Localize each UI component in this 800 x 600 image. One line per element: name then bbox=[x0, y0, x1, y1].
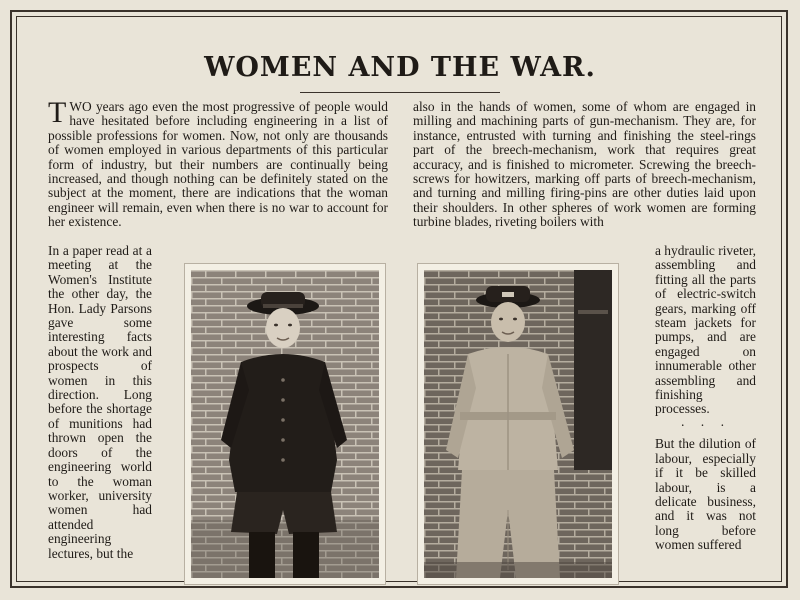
photo-woman-dark-uniform bbox=[184, 263, 386, 585]
section-dots: · · · bbox=[680, 417, 731, 433]
right-narrow-paragraph: a hydraulic riveter, assembling and fitting all the parts of electric-switch gears, marking off steam jackets for pumps, and are engaged on innumerable other assembling and finishing processes. bbox=[655, 244, 756, 417]
right-narrow-paragraph-2: But the dilution of labour, especially if it be skilled labour, is a delicate business, and it was not long before women suffered bbox=[655, 436, 756, 553]
title-rule bbox=[300, 92, 500, 93]
drop-cap: T bbox=[48, 100, 67, 129]
right-column-top bbox=[413, 100, 756, 244]
left-narrow-column bbox=[48, 244, 152, 584]
woman-overalls-image bbox=[424, 270, 612, 578]
photo-woman-overalls bbox=[417, 263, 619, 585]
left-narrow-paragraph: In a paper read at a meeting at the Women's Institute the other day, the Hon. Lady Parsons gave some interesting facts about the work and prospects of women in this direction. Long before the shortage of munitions had thrown open the doors of the engineering world to the woman worker, university women had attended engineering lectures, but the bbox=[48, 244, 152, 561]
left-column-intro bbox=[48, 100, 388, 244]
intro-paragraph: WO years ago even the most progressive of people would have hesitated before including engineering in a list of possible professions for women. Now, not only are thousands of women employed in various departments of this particular form of industry, but their numbers are continually being increased, and though nothing can be definitely stated on the subject at the moment, there are indications that the woman engineer will remain, even when there is no war to account for her existence. bbox=[48, 100, 388, 230]
woman-dark-uniform-image bbox=[191, 270, 379, 578]
right-top-paragraph: also in the hands of women, some of whom are engaged in milling and machining parts of gun-mechanism. They are, for instance, entrusted with turning and finishing the steel-rings part of the breech-mechanism, work that requires great accuracy, and is finished to micrometer. Screwing the breech-screws for howitzers, marking off parts of breech-mechanism, and turning and milling firing-pins are other duties laid upon their shoulders. In other spheres of work women are forming turbine blades, riveting boilers with bbox=[413, 100, 756, 230]
article-title: WOMEN AND THE WAR. bbox=[204, 52, 596, 83]
right-narrow-column bbox=[655, 244, 756, 584]
